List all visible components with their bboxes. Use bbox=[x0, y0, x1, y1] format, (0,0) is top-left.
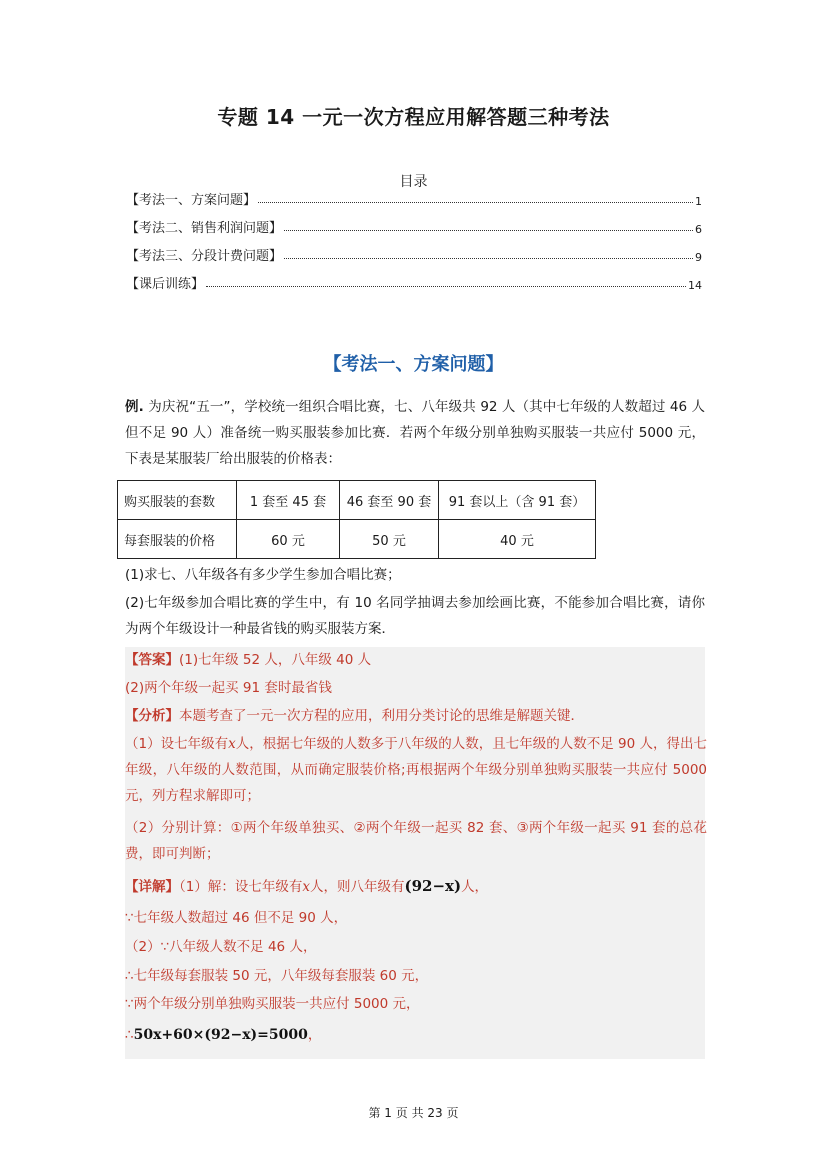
toc-leader bbox=[284, 230, 693, 231]
toc-item-label: 【考法二、销售利润问题】 bbox=[126, 221, 283, 236]
analysis-p1-text-a: （1）设七年级有 bbox=[125, 736, 229, 752]
detail-line-2: ∵七年级人数超过 46 但不足 90 人， bbox=[125, 910, 348, 926]
table-cell: 40 元 bbox=[439, 520, 596, 559]
analysis-paragraph-2: （2）分别计算：①两个年级单独买、②两个年级一起买 82 套、③两个年级一起买 91 套的总花费，即可判断； bbox=[125, 820, 707, 862]
table-cell: 91 套以上（含 91 套） bbox=[439, 481, 596, 520]
detail-line-6 bbox=[125, 1022, 707, 1048]
analysis-paragraph-1 bbox=[125, 731, 707, 809]
footer-text-b: 页 共 bbox=[395, 1106, 424, 1120]
toc-item-label: 【考法一、方案问题】 bbox=[126, 193, 257, 208]
analysis-p1-text-b: 人，根据七年级的人数多于八年级的人数，且七年级的人数不足 90 人，得出七年级，八年级的人数范围，从而确定服装价格;再根据两个年级分别单独购买服装一共应付 5000 元，列方程求解即可； bbox=[125, 736, 707, 804]
toc-item[interactable] bbox=[126, 244, 702, 264]
table-row bbox=[118, 481, 596, 520]
footer-page-number: 1 bbox=[384, 1106, 392, 1120]
detail-l6-text-a: ∴ bbox=[125, 1027, 134, 1043]
math-expression: (92−x) bbox=[404, 877, 462, 895]
toc-item-page: 9 bbox=[695, 251, 702, 264]
detail-line-3: （2）∵八年级人数不足 46 人， bbox=[125, 939, 317, 955]
toc-item-page: 6 bbox=[695, 223, 702, 236]
analysis-line-1 bbox=[125, 703, 707, 729]
toc-leader bbox=[258, 202, 693, 203]
table-cell: 50 元 bbox=[340, 520, 439, 559]
detail-line-4: ∴七年级每套服装 50 元，八年级每套服装 60 元， bbox=[125, 968, 429, 984]
toc-item-label: 【课后训练】 bbox=[126, 277, 205, 292]
detail-l1-text-b: 人，则八年级有 bbox=[309, 879, 405, 895]
detail-l6-text-b: ， bbox=[307, 1027, 322, 1043]
example-text: 为庆祝“五一”，学校统一组织合唱比赛，七、八年级共 92 人（其中七年级的人数超过 46 人但不足 90 人）准备统一购买服装参加比赛．若两个年级分别单独购买服装一共应付 5000 元，下表是某服装厂给出服装的价格表： bbox=[125, 399, 705, 467]
page-footer bbox=[0, 1104, 827, 1121]
equation: 50x+60×(92−x)=5000 bbox=[133, 1027, 308, 1043]
toc-leader bbox=[206, 286, 686, 287]
footer-total-pages: 23 bbox=[427, 1106, 443, 1120]
analysis-tag: 【分析】 bbox=[125, 708, 179, 724]
example-prefix: 例. bbox=[125, 399, 144, 415]
variable-x: x bbox=[228, 736, 236, 752]
answer-line-1 bbox=[125, 647, 707, 673]
price-table bbox=[117, 480, 596, 559]
table-cell: 每套服装的价格 bbox=[118, 520, 237, 559]
analysis-text: 本题考查了一元一次方程的应用，利用分类讨论的思维是解题关键． bbox=[179, 708, 584, 724]
example-problem bbox=[125, 394, 705, 472]
table-cell: 1 套至 45 套 bbox=[237, 481, 340, 520]
table-cell: 60 元 bbox=[237, 520, 340, 559]
table-cell: 46 套至 90 套 bbox=[340, 481, 439, 520]
detail-tag: 【详解】 bbox=[125, 879, 179, 895]
table-cell: 购买服装的套数 bbox=[118, 481, 237, 520]
toc-heading: 目录 bbox=[399, 174, 428, 190]
detail-line-1 bbox=[125, 873, 707, 900]
page-title: 专题 14 一元一次方程应用解答题三种考法 bbox=[217, 105, 610, 129]
detail-line-5: ∵两个年级分别单独购买服装一共应付 5000 元， bbox=[125, 996, 420, 1012]
answer-text-1: (1)七年级 52 人，八年级 40 人 bbox=[179, 652, 372, 668]
footer-text-c: 页 bbox=[446, 1106, 459, 1120]
footer-text-a: 第 bbox=[368, 1106, 381, 1120]
question-2: (2)七年级参加合唱比赛的学生中，有 10 名同学抽调去参加绘画比赛，不能参加合唱比赛，请你为两个年级设计一种最省钱的购买服装方案． bbox=[125, 595, 705, 637]
variable-x: x bbox=[302, 879, 310, 895]
question-1: (1)求七、八年级各有多少学生参加合唱比赛； bbox=[125, 567, 401, 583]
detail-l1-text-a: （1）解：设七年级有 bbox=[179, 879, 303, 895]
table-row bbox=[118, 520, 596, 559]
toc-leader bbox=[284, 258, 693, 259]
detail-l1-text-c: 人， bbox=[461, 879, 489, 895]
toc-item[interactable] bbox=[126, 188, 702, 208]
section-title: 【考法一、方案问题】 bbox=[323, 354, 504, 375]
answer-tag: 【答案】 bbox=[125, 652, 179, 668]
toc-item[interactable] bbox=[126, 216, 702, 236]
toc-item-page: 14 bbox=[688, 279, 702, 292]
answer-line-2: (2)两个年级一起买 91 套时最省钱 bbox=[125, 680, 332, 696]
toc-item[interactable] bbox=[126, 272, 702, 292]
toc-item-label: 【考法三、分段计费问题】 bbox=[126, 249, 283, 264]
toc-item-page: 1 bbox=[695, 195, 702, 208]
